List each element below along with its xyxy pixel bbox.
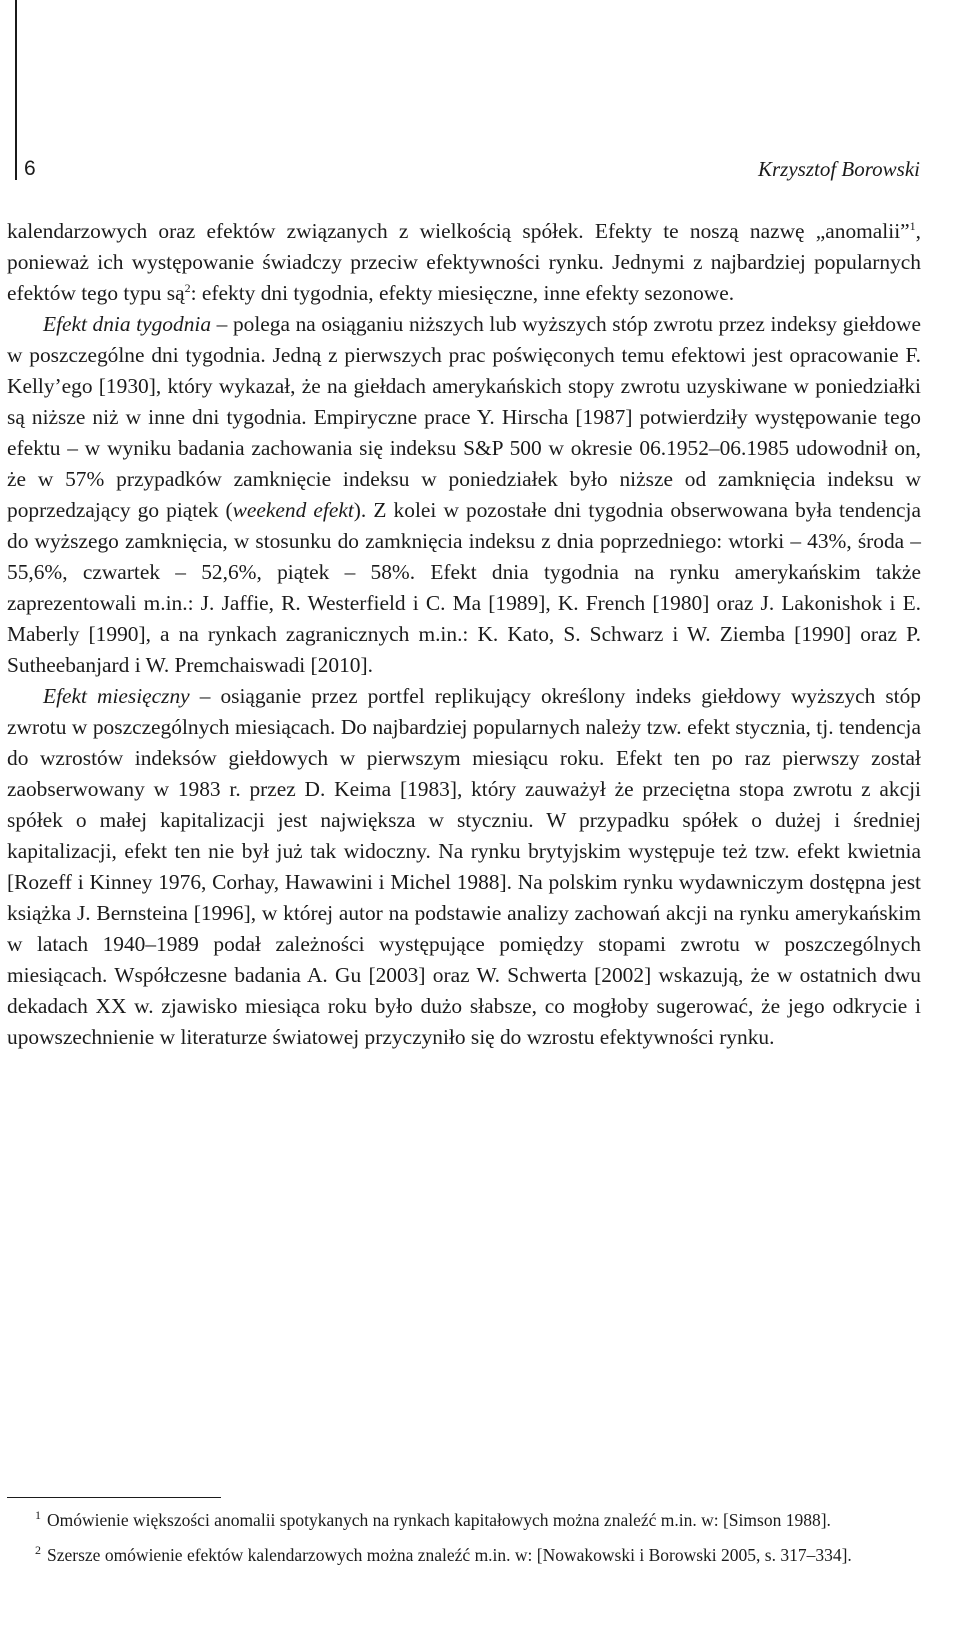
term-day-of-week-effect: Efekt dnia tygodnia (43, 312, 212, 336)
margin-rule (15, 0, 17, 180)
paragraph-intro (7, 216, 921, 309)
paragraph-day-of-week-text-a: – polega na osiąganiu niższych lub wyższych stóp zwrotu przez indeksy giełdowe w poszczególne dni tygodnia. Jedną z pierwszych prac poświęconych temu efektowi jest opracowanie F. Kelly’ego [1930], który wykazał, że na giełdach amerykańskich stopy zwrotu uzyskiwane w poniedziałki są niższe niż w inne dni tygodnia. Empiryczne prace Y. Hirscha [1987] potwierdziły występowanie tego efektu – w wyniku badania zachowania się indeksu S&P 500 w okresie 06.1952–06.1985 udowodnił on, że w 57% przypadków zamknięcie indeksu w poniedziałek było niższe od zamknięcia indeksu w poprzedzający go piątek ( (7, 312, 921, 522)
term-weekend-effect: weekend efekt (232, 498, 354, 522)
paragraph-monthly-effect (7, 681, 921, 1053)
footnote-1-text: Omówienie większości anomalii spotykanych na rynkach kapitałowych można znaleźć m.in. w: [Simson 1988]. (47, 1510, 831, 1530)
paragraph-intro-text-a: kalendarzowych oraz efektów związanych z wielkością spółek. Efekty te noszą nazwę „anomalii” (7, 219, 910, 243)
paragraph-monthly-text: – osiąganie przez portfel replikujący określony indeks giełdowy wyższych stóp zwrotu w poszczególnych miesiącach. Do najbardziej popularnych należy tzw. efekt stycznia, tj. tendencja do wzrostów indeksów giełdowych w pierwszym miesiącu roku. Efekt ten po raz pierwszy został zaobserwowany w 1983 r. przez D. Keima [1983], który zauważył że przeciętna stopa zwrotu z akcji spółek o małej kapitalizacji jest największa w styczniu. W przypadku spółek o dużej i średniej kapitalizacji, efekt ten nie był już tak widoczny. Na rynku brytyjskim występuje też tzw. efekt kwietnia [Rozeff i Kinney 1976, Corhay, Hawawini i Michel 1988]. Na polskim rynku wydawniczym dostępna jest książka J. Bernsteina [1996], w której autor na podstawie analizy zachowań akcji na rynku amerykańskim w latach 1940–1989 podał zależności występujące pomiędzy stopami zwrotu w poszczególnych miesiącach. Współczesne badania A. Gu [2003] oraz W. Schwerta [2002] wskazują, że w ostatnich dwu dekadach XX w. zjawisko miesiąca roku było dużo słabsze, co mogłoby sugerować, że jego odkrycie i upowszechnienie w literaturze światowej przyczyniło się do wzrostu efektywności rynku. (7, 684, 921, 1049)
paragraph-day-of-week-effect (7, 309, 921, 681)
footnote-rule (7, 1497, 221, 1498)
term-monthly-effect: Efekt miesięczny (43, 684, 190, 708)
footnote-2-number: 2 (35, 1543, 41, 1558)
footnote-ref-2[interactable]: 2 (184, 280, 191, 295)
footnote-1 (7, 1508, 921, 1533)
paragraph-day-of-week-text-b: ). Z kolei w pozostałe dni tygodnia obserwowana była tendencja do wyższego zamknięcia, w stosunku do zamknięcia indeksu z dnia poprzedniego: wtorki – 43%, środa – 55,6%, czwartek – 52,6%, piątek – 58%. Efekt dnia tygodnia na rynku amerykańskim także zaprezentowali m.in.: J. Jaffie, R. Westerfield i C. Ma [1989], K. French [1980] oraz J. Lakonishok i E. Maberly [1990], a na rynkach zagranicznych m.in.: K. Kato, S. Schwarz i W. Ziemba [1990] oraz P. Sutheebanjard i W. Premchaiswadi [2010]. (7, 498, 921, 677)
body-text (7, 216, 921, 1053)
footnotes (7, 1508, 921, 1578)
page-number: 6 (24, 157, 36, 180)
footnote-2-text: Szersze omówienie efektów kalendarzowych można znaleźć m.in. w: [Nowakowski i Borowski 2005, s. 317–334]. (47, 1545, 852, 1565)
running-head-author: Krzysztof Borowski (758, 157, 920, 181)
footnote-ref-1[interactable]: 1 (909, 218, 916, 233)
paragraph-intro-text-b: , ponieważ ich występowanie świadczy przeciw efektywności rynku. Jednymi z najbardziej popularnych efektów tego typu są (7, 219, 921, 305)
footnote-2 (7, 1543, 921, 1568)
footnote-1-number: 1 (35, 1508, 41, 1523)
paragraph-intro-text-c: : efekty dni tygodnia, efekty miesięczne, inne efekty sezonowe. (190, 281, 735, 305)
